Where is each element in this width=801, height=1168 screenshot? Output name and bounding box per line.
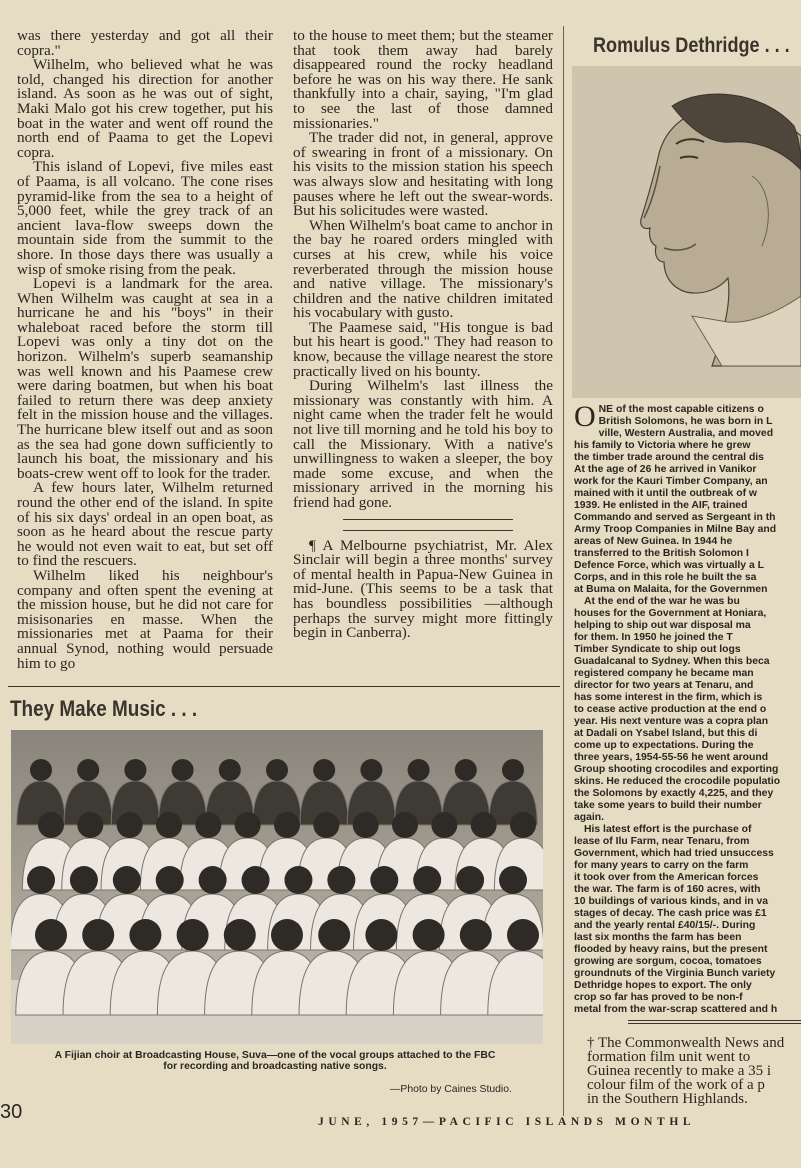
choir-member-head (38, 812, 64, 838)
choir-member-head (82, 919, 114, 951)
choir-member-head (455, 759, 477, 781)
biography-line: 10 buildings of various kinds, and in va (574, 896, 768, 907)
biography-line: for them. In 1950 he joined the T (574, 632, 733, 643)
article-paragraph: A few hours later, Wilhelm returned round the other end of the island. In spite of his six days' ordeal in an open boat, as soon as he heard about the rescue party he would not even wait to eat, but set off to find the rescuers. (17, 479, 273, 570)
biography-line: the timber trade around the central dis (574, 452, 764, 463)
choir-member-head (507, 919, 539, 951)
caption-line: A Fijian choir at Broadcasting House, Suva—one of the vocal groups attached to the FBC (54, 1050, 496, 1061)
choir-member-head (199, 866, 227, 894)
biography-line: his family to Victoria where he grew (574, 440, 751, 451)
biography-line: registered company he became man (574, 668, 754, 679)
biography-line: work for the Kauri Timber Company, an (574, 476, 768, 487)
biography-line: groundnuts of the Virginia Bunch variety (574, 968, 776, 979)
biography-line: come up to expectations. During the (574, 740, 754, 751)
biography-line: Corps, and in this role he built the sa (574, 572, 757, 583)
choir-member-head (408, 759, 430, 781)
choir-member-head (327, 866, 355, 894)
biography-line: metal from the war-scrap scattered and h (574, 1004, 778, 1015)
biography-line: to cease active production at the end o (574, 704, 767, 715)
biography-line: Group shooting crocodiles and exporting (574, 764, 779, 775)
article-paragraph: to the house to meet them; but the steamer that took them away had barely disappeared round the rocky headland before he was on his way there. He sank thankfully into a chair, saying, "I'm glad to see the last of those damned missionaries." (293, 27, 553, 132)
article-paragraph: Wilhelm liked his neighbour's company and often spent the evening at the mission house, but he did not care for misisonaries en masse. When the missionaries met at Paama for their annual Synod, nothing would persuade him to go (17, 566, 273, 672)
choir-member-head (242, 866, 270, 894)
biography-lines (574, 404, 801, 1016)
choir-member-head (35, 919, 67, 951)
choir-member-head (177, 919, 209, 951)
biography-line: At the end of the war he was bu (584, 596, 740, 607)
biography-line: Guadalcanal to Sydney. When this beca (574, 656, 770, 667)
biography-line: NE of the most capable citizens o (598, 404, 764, 415)
choir-photo (11, 730, 543, 1044)
choir-member-head (156, 866, 184, 894)
choir-member-head (313, 812, 339, 838)
choir-member-head (156, 812, 182, 838)
photo-credit: —Photo by Caines Studio. (390, 1084, 512, 1095)
biography-line: Army Troop Companies in Milne Bay and (574, 524, 777, 535)
biography-line: areas of New Guinea. In 1944 he (574, 536, 733, 547)
choir-member-head (219, 759, 241, 781)
drop-cap: O (574, 404, 596, 433)
biography-line: the war. The farm is of 160 acres, with (574, 884, 761, 895)
biography-line: helping to ship out war disposal ma (574, 620, 751, 631)
article-paragraph: The Paamese said, "His tongue is bad but his heart is good." They had reason to know, because the village nearest the store practically lived on his bounty. (293, 318, 553, 380)
romulus-biography (574, 404, 801, 1016)
psychiatrist-note: ¶ A Melbourne psychiatrist, Mr. Alex Sinclair will begin a three months' survey of mental health in Papua-New Guinea in mid-June. (This seems to be a task that has boundless possibilities —although perhaps the survey might more fittingly begin in Canberra). (293, 536, 553, 642)
romulus-heading: Romulus Dethridge . . . (593, 34, 790, 57)
running-footer: JUNE, 1957—PACIFIC ISLANDS MONTHL (318, 1116, 696, 1128)
choir-group-image (11, 730, 543, 1044)
biography-line: Dethridge hopes to export. The only (574, 980, 752, 991)
biography-line: transferred to the British Solomon I (574, 548, 749, 559)
choir-member-head (510, 812, 536, 838)
caption-line: for recording and broadcasting native songs. (163, 1061, 387, 1072)
biography-line: skins. He reduced the crocodile populatio (574, 776, 781, 787)
article-paragraph: When Wilhelm's boat came to anchor in the bay he roared orders mingled with curses at his crew, while his voice reverberated through the mission house and native village. The missionary's children and the native children imitated his vocabulary with gusto. (293, 216, 553, 322)
choir-member-head (318, 919, 350, 951)
biography-line: flooded by heavy rains, but the present (574, 944, 768, 955)
biography-line: at Buma on Malaita, for the Governmen (574, 584, 768, 595)
choir-member-head (456, 866, 484, 894)
article-paragraph: was there yesterday and got all their copra." (17, 27, 273, 59)
horizontal-rule (8, 686, 560, 687)
article-paragraph: During Wilhelm's last illness the missionary was constantly with him. A night came when the trader felt he would not live till morning and he told his boy to call the Missionary. With a native's unwillingness to waken a sleeper, the boy made some excuse, and when the missionary arrived in the morning his friend had gone. (293, 377, 553, 511)
article-paragraph: Lopevi is a landmark for the area. When Wilhelm was caught at sea in a hurricane he and his "boys" in their whaleboat raced before the storm till Lopevi was only a tiny dot on the horizon. Wilhelm's superb seamanship was well known and his Paamese crew were daring boatmen, but when his boat failed to return there was deep anxiety felt in the mission house and the villages. The hurricane blew itself out and as soon as the sea had gone down sufficiently to launch his boat, the missionary and his boats-crew went off to look for the trader. (17, 275, 273, 482)
note-line: in the Southern Highlands. (587, 1091, 748, 1106)
choir-member-head (77, 812, 103, 838)
biography-line: ville, Western Australia, and moved (598, 428, 774, 439)
choir-member-head (274, 812, 300, 838)
biography-line: 1939. He enlisted in the AIF, trained (574, 500, 748, 511)
commonwealth-note (571, 1036, 801, 1106)
choir-member-head (195, 812, 221, 838)
biography-line: year. His next venture was a copra plan (574, 716, 769, 727)
choir-member-head (392, 812, 418, 838)
portrait-illustration (572, 66, 801, 398)
choir-member-head (499, 866, 527, 894)
note-line: formation film unit went to (587, 1049, 751, 1065)
biography-line: director for two years at Tenaru, and (574, 680, 754, 691)
note-line: colour film of the work of a p (587, 1077, 765, 1093)
article-column-2 (293, 29, 553, 641)
biography-line: houses for the Government at Honiara, (574, 608, 767, 619)
biography-line: crop so far has proved to be non-f (574, 992, 743, 1003)
biography-line: mained with it until the outbreak of w (574, 488, 757, 499)
biography-line: last six months the farm has been (574, 932, 742, 943)
choir-member-head (172, 759, 194, 781)
photo-caption (0, 1050, 550, 1072)
biography-line: lease of Ilu Farm, near Tenaru, from (574, 836, 750, 847)
choir-member-head (284, 866, 312, 894)
choir-member-head (413, 866, 441, 894)
article-column-1 (17, 29, 273, 671)
biography-line: His latest effort is the purchase of (584, 824, 752, 835)
page-number: 30 (0, 1101, 23, 1123)
column-divider (563, 26, 564, 1116)
choir-member-head (502, 759, 524, 781)
choir-member-head (370, 866, 398, 894)
article-paragraph: The trader did not, in general, approve of swearing in front of a missionary. On his visits to the mission station his speech was always slow and hesitating with long pauses where he left out the swear-words. But his solicitudes were wasted. (293, 129, 553, 220)
choir-member-head (353, 812, 379, 838)
biography-line: Defence Force, which was virtually a L (574, 560, 764, 571)
choir-member-head (30, 759, 52, 781)
choir-member-head (471, 812, 497, 838)
choir-member-head (360, 759, 382, 781)
biography-line: growing are sorgum, cocoa, tomatoes (574, 956, 762, 967)
biography-line: At the age of 26 he arrived in Vanikor (574, 464, 757, 475)
biography-line: Timber Syndicate to ship out logs (574, 644, 741, 655)
biography-line: and the yearly rental £40/15/-. During (574, 920, 756, 931)
choir-member-head (117, 812, 143, 838)
note-line: † The Commonwealth News and (587, 1036, 785, 1051)
choir-member-head (313, 759, 335, 781)
biography-line: Commando and served as Sergeant in th (574, 512, 776, 523)
choir-member-head (266, 759, 288, 781)
biography-line: three years, 1954-55-56 he went around (574, 752, 769, 763)
choir-member-head (70, 866, 98, 894)
choir-member-head (124, 759, 146, 781)
article-paragraph: This island of Lopevi, five miles east of Paama, is all volcano. The cone rises pyramid-like from the sea to a height of 5,000 feet, while the grey track of an ancient lava-flow sweeps down the mountain side from the summit to the shore. In those days there was usually a wisp of smoke rising from the peak. (17, 158, 273, 278)
choir-member-head (27, 866, 55, 894)
biography-line: at Dadali on Ysabel Island, but this di (574, 728, 758, 739)
section-divider (628, 1020, 801, 1024)
section-divider (343, 519, 513, 531)
choir-member-head (113, 866, 141, 894)
choir-member-head (365, 919, 397, 951)
choir-member-head (129, 919, 161, 951)
note-line: Guinea recently to make a 35 i (587, 1063, 772, 1079)
music-heading: They Make Music . . . (10, 696, 198, 721)
choir-member-head (77, 759, 99, 781)
biography-line: Government, which had tried unsuccess (574, 848, 774, 859)
choir-member-head (460, 919, 492, 951)
biography-line: it took over from the American forces (574, 872, 759, 883)
biography-line: the Solomons by exactly 4,225, and they (574, 788, 774, 799)
portrait-sketch-icon (572, 66, 801, 398)
biography-line: has some interest in the firm, which is (574, 692, 763, 703)
choir-member-head (413, 919, 445, 951)
choir-member-head (235, 812, 261, 838)
choir-member-head (224, 919, 256, 951)
biography-line: stages of decay. The cash price was £1 (574, 908, 767, 919)
biography-line: take some years to build their number (574, 800, 762, 811)
biography-line: British Solomons, he was born in L (598, 416, 773, 427)
choir-member-head (431, 812, 457, 838)
article-paragraph: Wilhelm, who believed what he was told, changed his direction for another island. As soon as he was out of sight, Maki Malo got his crew together, put his boat in the water and went off round the north end of Paama to get the Lopevi copra. (17, 56, 273, 161)
choir-member-head (271, 919, 303, 951)
biography-line: for many years to carry on the farm (574, 860, 749, 871)
biography-line: again. (574, 812, 605, 823)
